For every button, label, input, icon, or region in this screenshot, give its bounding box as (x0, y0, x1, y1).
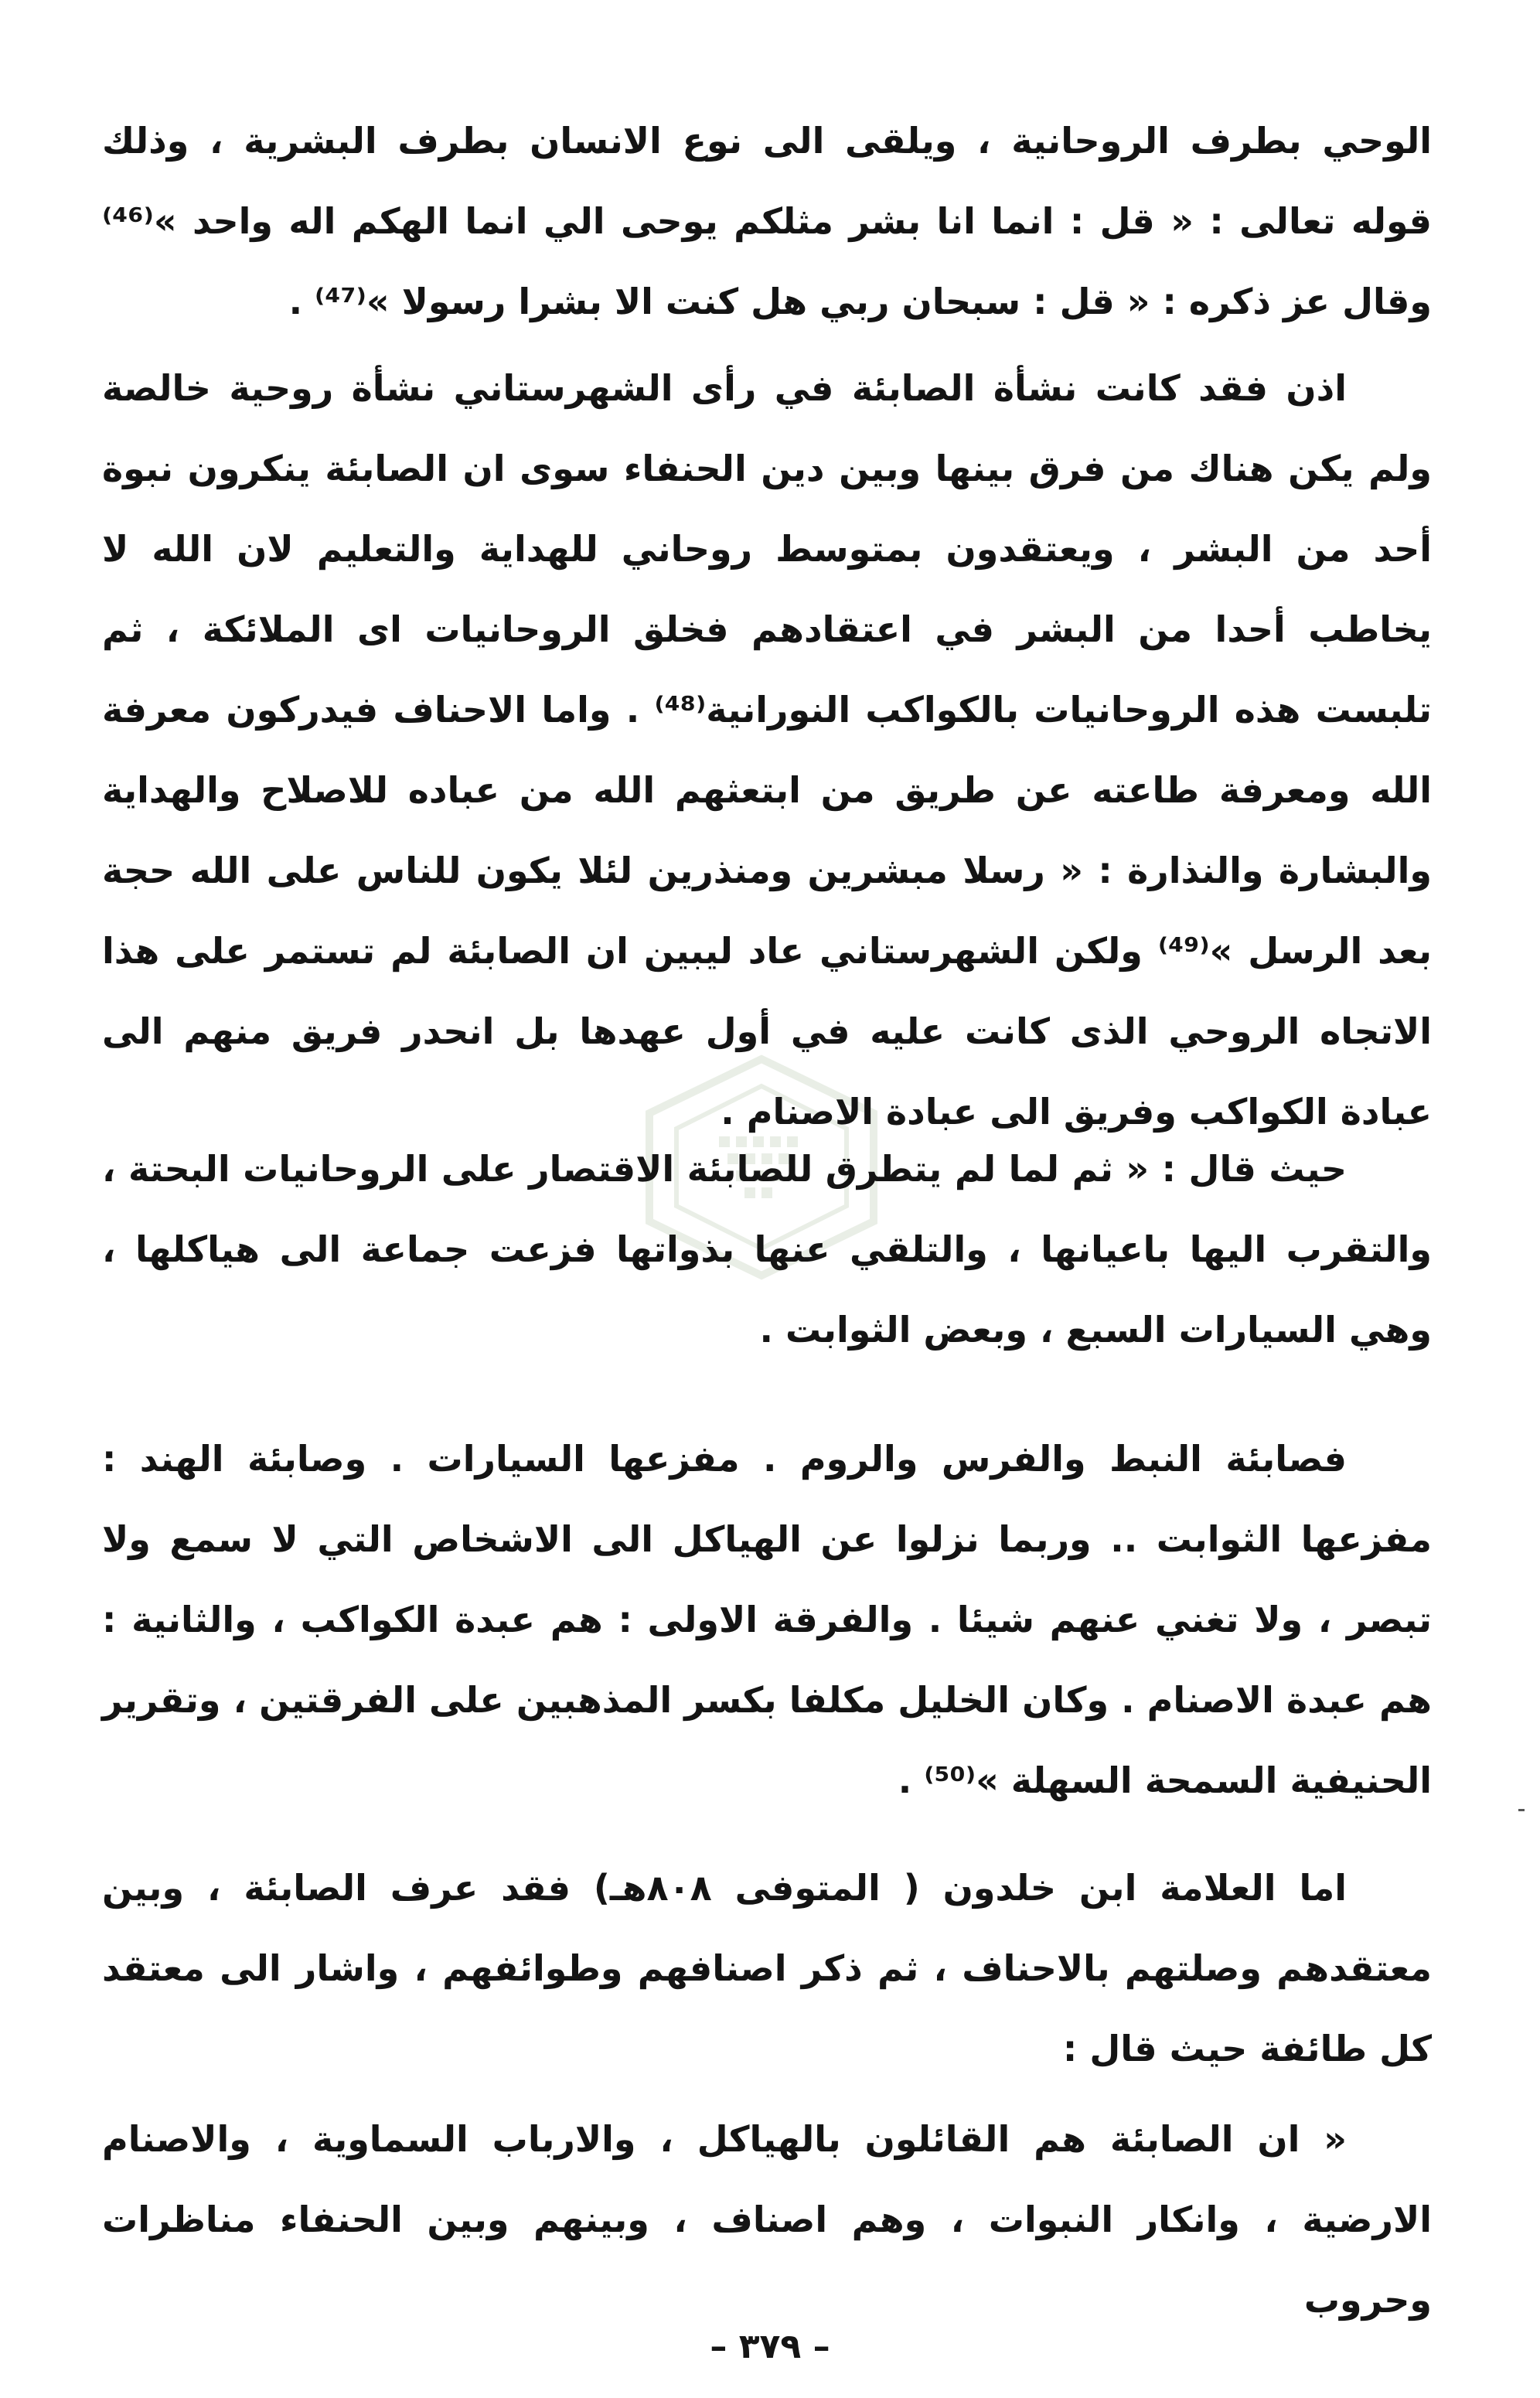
paragraph-4 (102, 1419, 1432, 1821)
paragraph-2-text: اذن فقد كانت نشأة الصابئة في رأى الشهرستاني نشأة روحية خالصة ولم يكن هناك من فرق بينها وبين دين الحنفاء سوى ان الصابئة ينكرون نبوة أحد من البشر ، ويعتقدون بمتوسط روحاني للهداية والتعليم لان الله لا يخاطب أحدا من البشر في اعتقادهم فخلق الروحانيات اى الملائكة ، ثم تلبست هذه الروحانيات بالكواكب النورانية⁽⁴⁸⁾ . واما الاحناف فيدركون معرفة الله ومعرفة طاعته عن طريق من ابتعثهم الله من عباده للاصلاح والهداية والبشارة والنذارة : « رسلا مبشرين ومنذرين لئلا يكون للناس على الله حجة بعد الرسل »⁽⁴⁹⁾ ولكن الشهرستاني عاد ليبين ان الصابئة لم تستمر على هذا الاتجاه الروحي الذى كانت عليه في أول عهدها بل انحدر فريق منهم الى عبادة الكواكب وفريق الى عبادة الاصنام . (102, 367, 1432, 1133)
paragraph-6 (102, 2099, 1432, 2340)
paragraph-3-text: حيث قال : « ثم لما لم يتطرق للصابئة الاقتصار على الروحانيات البحتة ، والتقرب اليها باعيانها ، والتلقي عنها بذواتها فزعت جماعة الى هياكلها ، وهي السيارات السبع ، وبعض الثوابت . (102, 1148, 1432, 1351)
paragraph-3 (102, 1129, 1432, 1370)
paragraph-1 (102, 100, 1432, 342)
paragraph-2 (102, 348, 1432, 1152)
paragraph-4-text: فصابئة النبط والفرس والروم . مفزعها السيارات . وصابئة الهند : مفزعها الثوابت .. وربما نزلوا عن الهياكل الى الاشخاص التي لا سمع ولا تبصر ، ولا تغني عنهم شيئا . والفرقة الاولى : هم عبدة الكواكب ، والثانية : هم عبدة الاصنام . وكان الخليل مكلفا بكسر المذهبين على الفرقتين ، وتقرير الحنيفية السمحة السهلة »⁽⁵⁰⁾ . (102, 1438, 1432, 1801)
margin-mark (1518, 1809, 1525, 1811)
page-number: – ٣٧٩ – (710, 2327, 830, 2366)
paragraph-1-text: الوحي بطرف الروحانية ، ويلقى الى نوع الانسان بطرف البشرية ، وذلك قوله تعالى : « قل : انما انا بشر مثلكم يوحى الي انما الهكم اله واحد »⁽⁴⁶⁾ وقال عز ذكره : « قل : سبحان ربي هل كنت الا بشرا رسولا »⁽⁴⁷⁾ . (102, 120, 1432, 322)
paragraph-6-text: « ان الصابئة هم القائلون بالهياكل ، والارباب السماوية ، والاصنام الارضية ، وانكار النبوات ، وهم اصناف ، وبينهم وبين الحنفاء مناظرات وحروب (102, 2118, 1432, 2321)
paragraph-5 (102, 1848, 1432, 2089)
paragraph-5-text: اما العلامة ابن خلدون ( المتوفى ٨٠٨هـ) فقد عرف الصابئة ، وبين معتقدهم وصلتهم بالاحناف ، ثم ذكر اصنافهم وطوائفهم ، واشار الى معتقد كل طائفة حيث قال : (102, 1867, 1432, 2069)
